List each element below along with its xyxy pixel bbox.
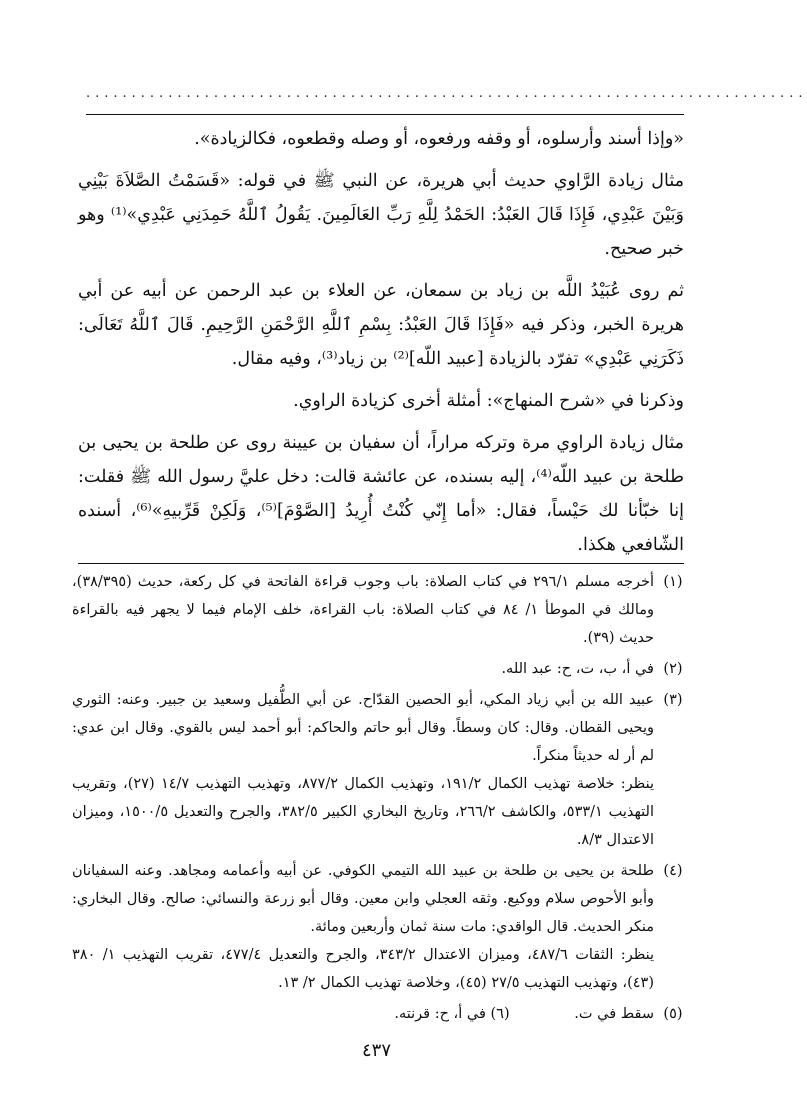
footnotes <box>72 568 692 1031</box>
footnote-1 <box>72 568 692 652</box>
footnote-number: (٣) <box>663 692 683 708</box>
paragraph-quote: «وإذا أسند وأرسلوه، أو وقفه ورفعوه، أو وصله وقطعوه، فكالزيادة». <box>194 129 684 149</box>
footnote-text: طلحة بن يحيى بن طلحة بن عبيد الله التيمي الكوفي. عن أبيه وأعمامه ومجاهد. وعنه السفيانان وأبو الأحوص سلام ووكيع. وثقه العجلي وابن معين. وقال أبو زرعة والنسائي: صالح. وقال البخاري: منكر الحديث. قال الواقدي: مات سنة ثمان وأربعين ومائة. <box>72 863 655 935</box>
header-dotted-line: ............................................................................... <box>86 86 807 101</box>
footnote-text: أخرجه مسلم ٢٩٦/١ في كتاب الصلاة: باب وجوب قراءة الفاتحة في كل ركعة، حديث (٣٨/٣٩٥)، ومالك في الموطأ ١/ ٨٤ في كتاب الصلاة: باب القراءة، خلف الإمام فيما لا يجهر فيه بالقراءة حديث (٣٩). <box>72 574 655 646</box>
footnote-number: (٦) <box>490 1006 510 1022</box>
footnote-number: (٥) <box>663 1006 683 1022</box>
footnote-text: عبيد الله بن أبي زياد المكي، أبو الحصين القدّاح. عن أبي الطُّفيل وسعيد بن جبير. وعنه: الثوري ويحيى القطان. وقال: كان وسطاً. وقال أبو حاتم والحاكم: أبو أحمد ليس بالقوي. وقال ابن عدي: لم أر له حديثاً منكراً. <box>72 692 654 764</box>
footnote-separator <box>78 563 684 564</box>
footnote-3 <box>72 686 692 854</box>
paragraph-example-1: مثال زيادة الرَّاوي حديث أبي هريرة، عن النبي ﷺ في قوله: «قَسَمْتُ الصَّلاَةَ بَيْنِي وَبَيْنَ عَبْدِي، فَإِذَا قَالَ العَبْدُ: الحَمْدُ لِلَّهِ رَبِّ العَالَمِينَ. يَقُولُ ٱللَّهُ حَمِدَنِي عَبْدِي»⁽¹⁾ وهو خبر صحيح. <box>78 171 684 259</box>
footnote-references: ينظر: الثقات ٤٨٧/٦، وميزان الاعتدال ٣٤٣/٢، والجرح والتعديل ٤٧٧/٤، تقريب التهذيب ١/ ٣٨٠ (٤٣)، وتهذيب التهذيب ٢٧/٥ (٤٥)، وخلاصة تهذيب الكمال ٢/ ١٣. <box>72 947 654 991</box>
footnote-text: في أ، ب، ت، ح: عبد الله. <box>501 661 654 677</box>
paragraph-minhaj: وذكرنا في «شرح المنهاج»: أمثلة أخرى كزيادة الراوي. <box>293 391 684 411</box>
footnote-text: سقط في ت. <box>574 1006 654 1022</box>
footnote-4 <box>72 857 692 997</box>
main-text <box>78 122 684 570</box>
footnote-2 <box>72 655 692 683</box>
page-number: ٤٣٧ <box>361 1040 391 1061</box>
footnote-references: ينظر: خلاصة تهذيب الكمال ١٩١/٢، وتهذيب الكمال ٨٧٧/٢، وتهذيب التهذيب ١٤/٧ (٢٧)، وتقريب التهذيب ٥٣٣/١، والكاشف ٢٦٦/٢، وتاريخ البخاري الكبير ٣٨٢/٥، والجرح والتعديل ١٥٠٠/٥، وميزان الاعتدال ٨/٣. <box>72 776 654 848</box>
footnote-number: (٤) <box>663 863 683 879</box>
footnote-number: (١) <box>663 574 683 590</box>
footnote-5-6 <box>72 1000 692 1028</box>
paragraph-ubaydullah: ثم روى عُبَيْدُ اللَّه بن زياد بن سمعان، عن العلاء بن عبد الرحمن عن أبيه عن أبي هريرة الخبر، وذكر فيه «فَإِذَا قَالَ العَبْدُ: بِسْمِ ٱللَّهِ الرَّحْمَنِ الرَّحِيمِ. قَالَ ٱللَّهُ تَعَالَى: ذَكَرَنِي عَبْدِي» تفرّد بالزيادة [عبيد اللّه]⁽²⁾ بن زياد⁽³⁾، وفيه مقال. <box>78 281 684 369</box>
header-rule <box>86 114 684 115</box>
footnote-text: في أ، ح: قرنته. <box>394 1006 486 1022</box>
footnote-number: (٢) <box>663 661 683 677</box>
paragraph-example-2: مثال زيادة الراوي مرة وتركه مراراً، أن سفيان بن عيينة روى عن طلحة بن يحيى بن طلحة بن عبيد اللّه⁽⁴⁾، إليه بسنده، عن عائشة قالت: دخل عليَّ رسول الله ﷺ فقلت: إنا خبّأنا لك حَيْساً، فقال: «أما إِنّي كُنْتُ أُرِيدُ [الصَّوْمَ]⁽⁵⁾، وَلَكِنْ قَرِّبيهِ»⁽⁶⁾، أسنده الشّافعي هكذا. <box>78 433 684 555</box>
